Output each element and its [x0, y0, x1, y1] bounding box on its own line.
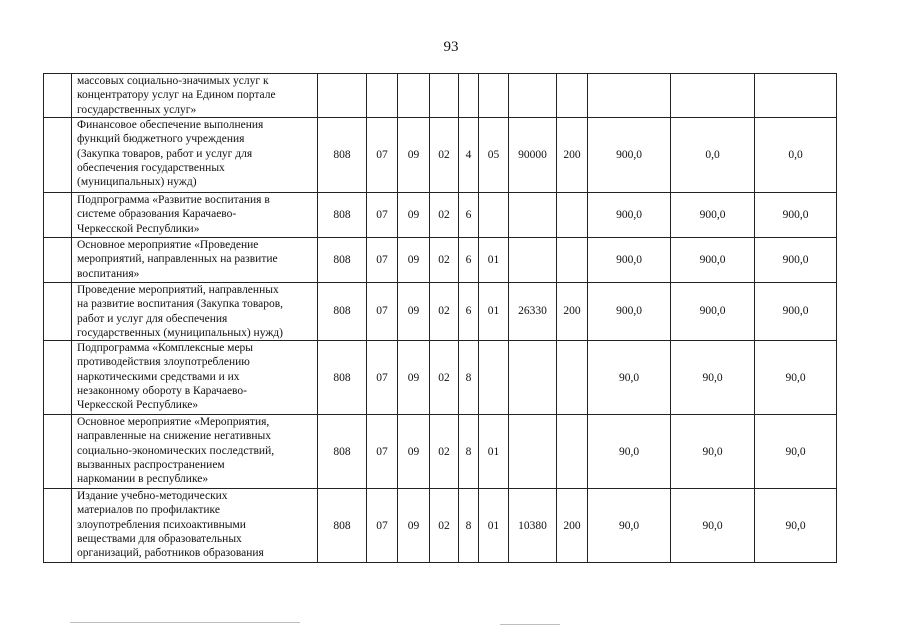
code-event-cell [479, 74, 509, 118]
code-event-cell [479, 341, 509, 415]
code-subsection-cell: 09 [398, 193, 430, 238]
code-event-cell: 05 [479, 118, 509, 193]
amount-year-2-cell: 0,0 [671, 118, 755, 193]
amount-year-3-cell: 90,0 [755, 415, 837, 489]
code-direction-cell: 10380 [509, 489, 557, 563]
code-subsection-cell: 09 [398, 283, 430, 341]
table-row [44, 283, 837, 341]
amount-year-1-cell: 900,0 [588, 238, 671, 283]
code-direction-cell [509, 74, 557, 118]
item-name-cell: Основное мероприятие «Проведение мероприятий, направленных на развитие воспитания» [72, 238, 318, 283]
code-program-cell: 02 [430, 415, 459, 489]
code-subsection-cell: 09 [398, 341, 430, 415]
code-event-cell: 01 [479, 415, 509, 489]
item-name-cell: Издание учебно-методических материалов по профилактике злоупотребления психоактивными веществами для образовательных организаций, работников образования [72, 489, 318, 563]
code-ministry-cell: 808 [318, 341, 367, 415]
code-expense-type-cell [557, 74, 588, 118]
item-name-cell: Основное мероприятие «Мероприятия, направленные на снижение негативных социально-экономических последствий, вызванных распространением наркомании в республике» [72, 415, 318, 489]
code-section-cell: 07 [367, 193, 398, 238]
code-event-cell: 01 [479, 283, 509, 341]
amount-year-1-cell: 90,0 [588, 489, 671, 563]
code-section-cell: 07 [367, 283, 398, 341]
amount-year-2-cell: 90,0 [671, 415, 755, 489]
code-program-cell: 02 [430, 193, 459, 238]
code-program-cell: 02 [430, 489, 459, 563]
amount-year-3-cell: 90,0 [755, 341, 837, 415]
code-subprogram-cell: 8 [459, 489, 479, 563]
table-row [44, 341, 837, 415]
row-number-cell [44, 283, 72, 341]
code-section-cell: 07 [367, 118, 398, 193]
amount-year-3-cell: 900,0 [755, 193, 837, 238]
amount-year-2-cell [671, 74, 755, 118]
code-subprogram-cell: 6 [459, 238, 479, 283]
code-subsection-cell: 09 [398, 489, 430, 563]
table-row [44, 489, 837, 563]
amount-year-3-cell: 0,0 [755, 118, 837, 193]
code-event-cell: 01 [479, 238, 509, 283]
table-row [44, 238, 837, 283]
code-subprogram-cell: 4 [459, 118, 479, 193]
row-number-cell [44, 193, 72, 238]
code-section-cell: 07 [367, 238, 398, 283]
code-direction-cell: 90000 [509, 118, 557, 193]
amount-year-3-cell: 900,0 [755, 283, 837, 341]
code-program-cell [430, 74, 459, 118]
code-expense-type-cell [557, 238, 588, 283]
code-expense-type-cell: 200 [557, 118, 588, 193]
code-subprogram-cell: 8 [459, 415, 479, 489]
item-name-cell: Проведение мероприятий, направленных на развитие воспитания (Закупка товаров, работ и услуг для обеспечения государственных (муниципальных) нужд) [72, 283, 318, 341]
amount-year-2-cell: 900,0 [671, 193, 755, 238]
amount-year-2-cell: 900,0 [671, 238, 755, 283]
table-row [44, 193, 837, 238]
code-program-cell: 02 [430, 238, 459, 283]
code-section-cell: 07 [367, 341, 398, 415]
amount-year-1-cell: 90,0 [588, 415, 671, 489]
code-subprogram-cell: 6 [459, 193, 479, 238]
code-section-cell [367, 74, 398, 118]
row-number-cell [44, 489, 72, 563]
code-expense-type-cell [557, 415, 588, 489]
page-number: 93 [443, 39, 459, 55]
code-direction-cell [509, 341, 557, 415]
row-number-cell [44, 118, 72, 193]
code-expense-type-cell: 200 [557, 283, 588, 341]
code-ministry-cell: 808 [318, 193, 367, 238]
scan-artifact [500, 624, 560, 625]
row-number-cell [44, 341, 72, 415]
amount-year-1-cell: 900,0 [588, 193, 671, 238]
code-program-cell: 02 [430, 118, 459, 193]
code-ministry-cell [318, 74, 367, 118]
amount-year-2-cell: 90,0 [671, 341, 755, 415]
item-name-cell: массовых социально-значимых услуг к концентратору услуг на Едином портале государственных услуг» [72, 74, 318, 118]
row-number-cell [44, 415, 72, 489]
code-direction-cell: 26330 [509, 283, 557, 341]
table-row [44, 415, 837, 489]
amount-year-1-cell: 900,0 [588, 118, 671, 193]
amount-year-3-cell: 90,0 [755, 489, 837, 563]
code-subsection-cell [398, 74, 430, 118]
code-section-cell: 07 [367, 415, 398, 489]
code-subprogram-cell [459, 74, 479, 118]
code-direction-cell [509, 238, 557, 283]
scan-artifact [70, 622, 300, 623]
code-program-cell: 02 [430, 283, 459, 341]
table-row [44, 118, 837, 193]
code-expense-type-cell: 200 [557, 489, 588, 563]
code-program-cell: 02 [430, 341, 459, 415]
amount-year-1-cell: 900,0 [588, 283, 671, 341]
code-direction-cell [509, 193, 557, 238]
code-expense-type-cell [557, 193, 588, 238]
code-direction-cell [509, 415, 557, 489]
amount-year-3-cell: 900,0 [755, 238, 837, 283]
amount-year-1-cell [588, 74, 671, 118]
amount-year-1-cell: 90,0 [588, 341, 671, 415]
row-number-cell [44, 74, 72, 118]
code-subsection-cell: 09 [398, 415, 430, 489]
code-subprogram-cell: 6 [459, 283, 479, 341]
budget-table [43, 73, 837, 563]
code-event-cell [479, 193, 509, 238]
code-ministry-cell: 808 [318, 283, 367, 341]
code-section-cell: 07 [367, 489, 398, 563]
code-ministry-cell: 808 [318, 238, 367, 283]
code-ministry-cell: 808 [318, 415, 367, 489]
code-ministry-cell: 808 [318, 489, 367, 563]
code-subprogram-cell: 8 [459, 341, 479, 415]
amount-year-3-cell [755, 74, 837, 118]
item-name-cell: Подпрограмма «Развитие воспитания в системе образования Карачаево- Черкесской Республики» [72, 193, 318, 238]
code-event-cell: 01 [479, 489, 509, 563]
table-row [44, 74, 837, 118]
code-expense-type-cell [557, 341, 588, 415]
row-number-cell [44, 238, 72, 283]
amount-year-2-cell: 900,0 [671, 283, 755, 341]
code-subsection-cell: 09 [398, 238, 430, 283]
amount-year-2-cell: 90,0 [671, 489, 755, 563]
item-name-cell: Подпрограмма «Комплексные меры противодействия злоупотреблению наркотическими средствами и их незаконному обороту в Карачаево- Черкесской Республике» [72, 341, 318, 415]
item-name-cell: Финансовое обеспечение выполнения функций бюджетного учреждения (Закупка товаров, работ и услуг для обеспечения государственных (муниципальных) нужд) [72, 118, 318, 193]
code-ministry-cell: 808 [318, 118, 367, 193]
code-subsection-cell: 09 [398, 118, 430, 193]
